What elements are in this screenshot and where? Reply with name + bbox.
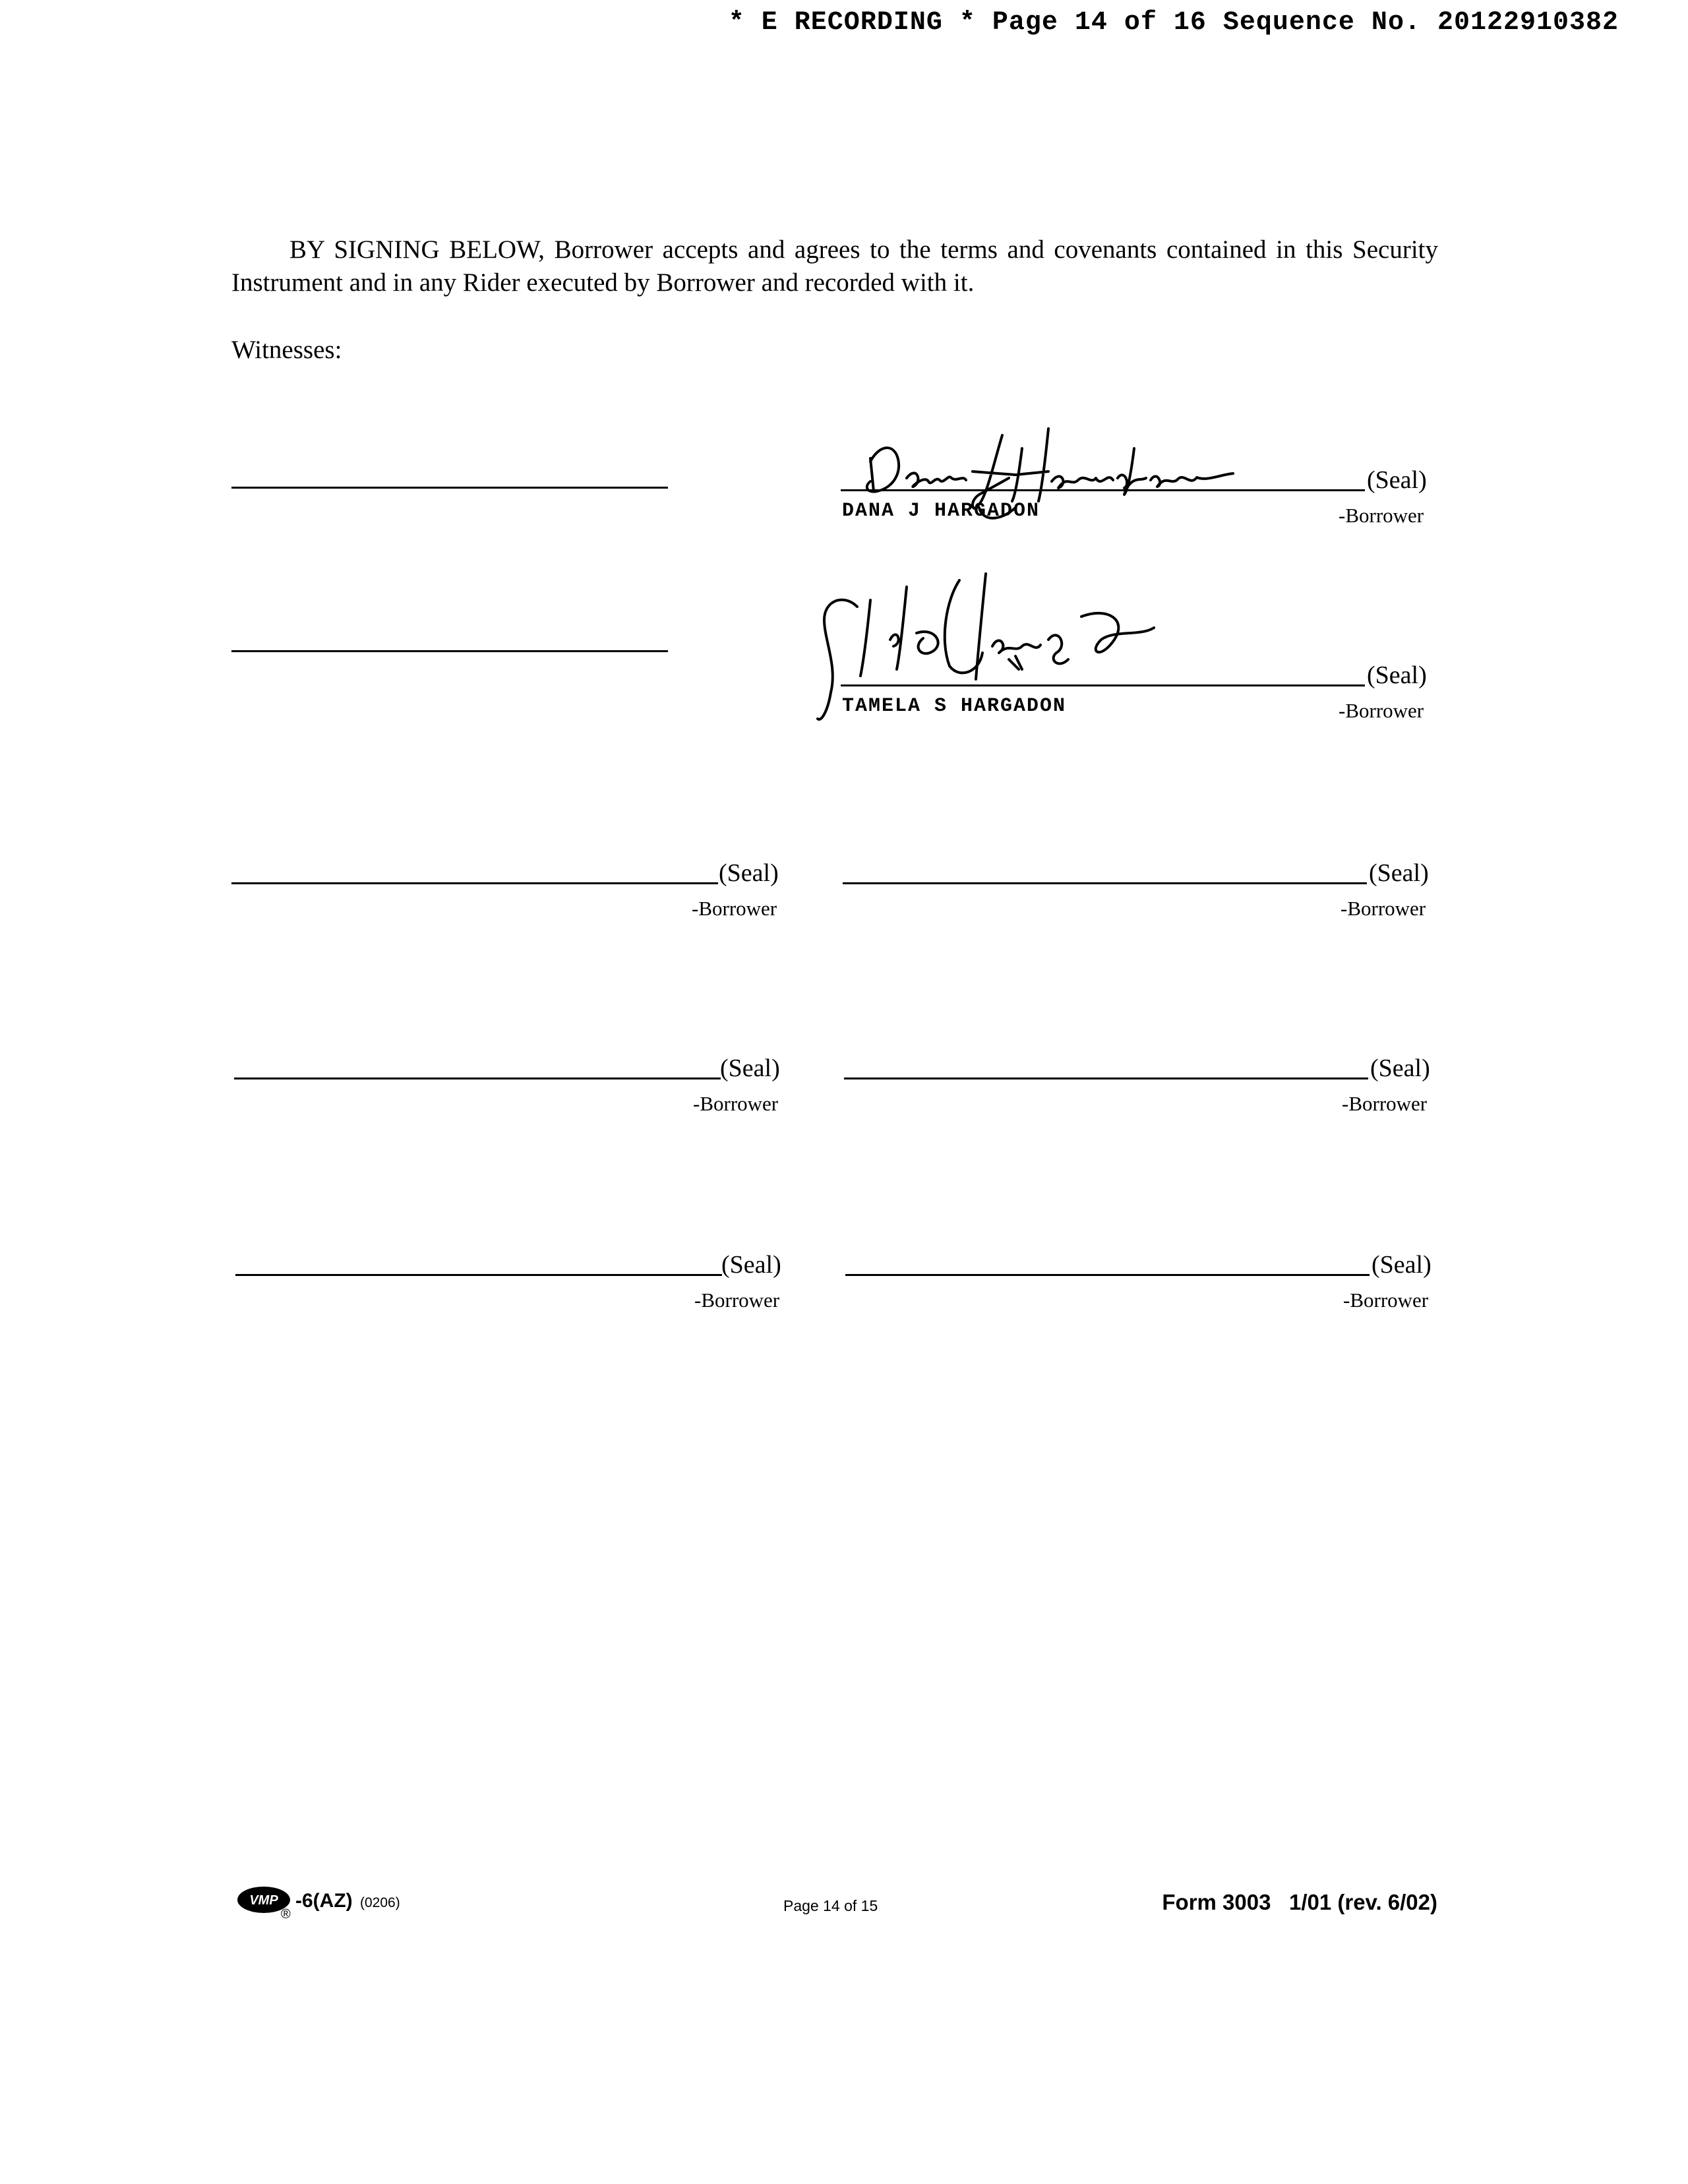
- seal-label: (Seal): [1367, 661, 1427, 689]
- witnesses-label: Witnesses:: [231, 336, 342, 364]
- witness-line-1[interactable]: [231, 487, 668, 489]
- borrower-name: TAMELA S HARGADON: [842, 695, 1067, 717]
- form-number: Form 3003 1/01 (rev. 6/02): [1162, 1890, 1437, 1914]
- borrower-name: DANA J HARGADON: [842, 500, 1040, 522]
- borrower-role-label: -Borrower: [692, 897, 777, 920]
- borrower-signature-line-3[interactable]: [231, 882, 718, 884]
- seal-label: (Seal): [1370, 1054, 1430, 1082]
- seal-label: (Seal): [721, 1251, 781, 1279]
- seal-label: (Seal): [1367, 466, 1427, 494]
- borrower-role-label: -Borrower: [1341, 897, 1426, 920]
- seal-label: (Seal): [1369, 859, 1429, 887]
- borrower-signature-line-5[interactable]: [234, 1077, 721, 1079]
- svg-text:VMP: VMP: [249, 1893, 278, 1908]
- borrower-role-label: -Borrower: [1339, 699, 1424, 722]
- borrower-signature-line-4[interactable]: [843, 882, 1367, 884]
- seal-label: (Seal): [1372, 1251, 1432, 1279]
- borrower-role-label: -Borrower: [1342, 1092, 1428, 1115]
- form-date-code: (0206): [360, 1895, 400, 1910]
- seal-label: (Seal): [719, 859, 779, 887]
- borrower-signature-line-8[interactable]: [845, 1274, 1370, 1276]
- seal-label: (Seal): [720, 1054, 780, 1082]
- registered-mark: ®: [281, 1907, 291, 1922]
- witness-line-2[interactable]: [231, 650, 668, 652]
- recording-header: * E RECORDING * Page 14 of 16 Sequence No. 20122910382: [728, 8, 1619, 38]
- page-number: Page 14 of 15: [783, 1897, 878, 1914]
- borrower-role-label: -Borrower: [693, 1092, 779, 1115]
- borrower-signature-line-2[interactable]: [841, 684, 1365, 686]
- borrower-signature-line-6[interactable]: [844, 1077, 1368, 1079]
- borrower-role-label: -Borrower: [1343, 1289, 1429, 1312]
- borrower-signature-line-1[interactable]: [841, 489, 1365, 491]
- borrower-role-label: -Borrower: [694, 1289, 780, 1312]
- borrower-signature-line-7[interactable]: [235, 1274, 722, 1276]
- form-code: -6(AZ): [295, 1890, 353, 1912]
- signing-statement: BY SIGNING BELOW, Borrower accepts and agrees to the terms and covenants contained in this Security Instrument and in any Rider executed by Borrower and recorded with it.: [231, 235, 1438, 297]
- borrower-role-label: -Borrower: [1339, 504, 1424, 527]
